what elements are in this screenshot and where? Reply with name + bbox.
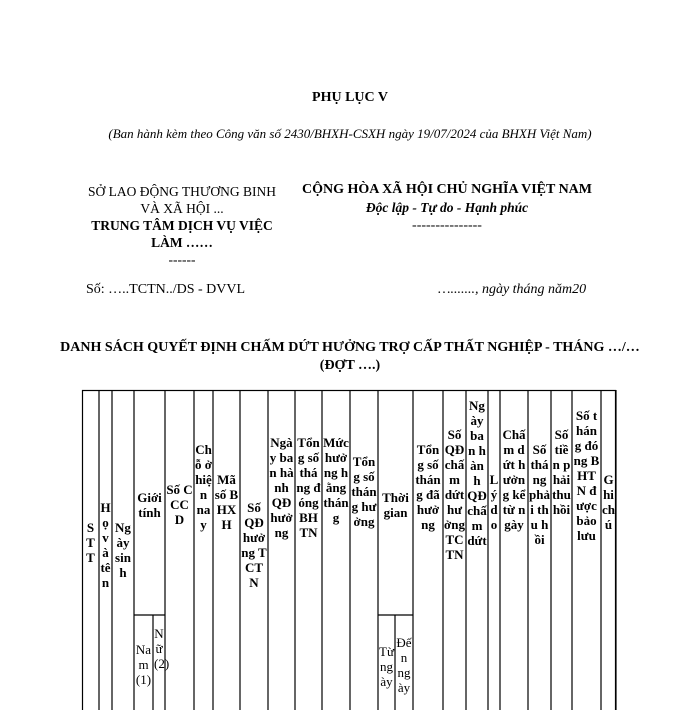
national-header	[288, 181, 606, 235]
appendix-title: PHỤ LỤC V	[0, 90, 700, 106]
col-header-termination-decision-number: Số QĐ chấm dứt hưởng TCTN	[444, 427, 465, 562]
agency-header	[82, 183, 282, 268]
subcol-header-from-date: Từ ngày	[379, 644, 394, 689]
subcol-header-female: Nữ (2)	[154, 626, 164, 671]
col-header-benefit-decision-date: Ngày ban hành QĐ hưởng	[269, 435, 294, 540]
subcol-header-to-date: Đến ngày	[396, 635, 412, 695]
termination-table	[82, 390, 616, 710]
document-number: Số: …..TCTN../DS - DVVL	[86, 282, 245, 298]
agency-center: TRUNG TÂM DỊCH VỤ VIỆC LÀM ……	[82, 217, 282, 251]
list-title: DANH SÁCH QUYẾT ĐỊNH CHẤM DỨT HƯỞNG TRỢ CẤP THẤT NGHIỆP - THÁNG …/… (ĐỢT ….)	[60, 339, 640, 375]
motto-divider: ---------------	[288, 217, 606, 235]
col-header-full-name: Họ và tên	[100, 500, 111, 590]
agency-department: SỞ LAO ĐỘNG THƯƠNG BINH VÀ XÃ HỘI ...	[82, 183, 282, 217]
date-line: …......., ngày tháng năm20	[438, 282, 586, 298]
col-header-termination-from-date: Chấm dứt hưởng kể từ ngày	[501, 427, 527, 532]
national-motto: Độc lập - Tự do - Hạnh phúc	[288, 199, 606, 217]
col-header-reason: Lý do	[489, 472, 499, 532]
col-header-benefit-decision-number: Số QĐ hưởng TCTN	[241, 500, 267, 590]
col-header-months-received: Tổng số tháng đã hưởng	[414, 442, 442, 532]
col-header-monthly-benefit: Mức hưởng hằng tháng	[323, 435, 349, 525]
col-header-reserved-contribution-months: Số tháng đóng BHTN được bảo lưu	[573, 408, 600, 543]
col-header-gender: Giới tính	[135, 490, 164, 520]
col-header-id-number: Số CCCD	[166, 482, 193, 527]
subcol-header-male: Nam (1)	[135, 642, 152, 687]
col-header-stt: STT	[83, 520, 98, 565]
issued-note: (Ban hành kèm theo Công văn số 2430/BHXH-CSXH ngày 19/07/2024 của BHXH Việt Nam)	[80, 124, 620, 143]
col-header-total-contribution-months: Tổng số tháng đóng BHTN	[296, 435, 321, 540]
agency-divider: ------	[82, 251, 282, 268]
col-header-birth-date: Ngày sinh	[113, 520, 133, 580]
col-header-total-benefit-months: Tổng số tháng hưởng	[351, 454, 377, 529]
col-header-insurance-code: Mã số BHXH	[214, 472, 239, 532]
col-header-termination-decision-date: Ngày ban hành QĐ chấm dứt	[467, 398, 487, 548]
col-header-residence: Chỗ ở hiện nay	[195, 442, 212, 532]
col-header-time-period: Thời gian	[379, 490, 412, 520]
col-header-months-to-recover: Số tháng phải thu hồi	[529, 442, 550, 547]
col-header-notes: Ghi chú	[602, 472, 615, 532]
col-header-amount-to-recover: Số tiền phải thu hồi	[552, 427, 571, 517]
country-name: CỘNG HÒA XÃ HỘI CHỦ NGHĨA VIỆT NAM	[288, 181, 606, 199]
